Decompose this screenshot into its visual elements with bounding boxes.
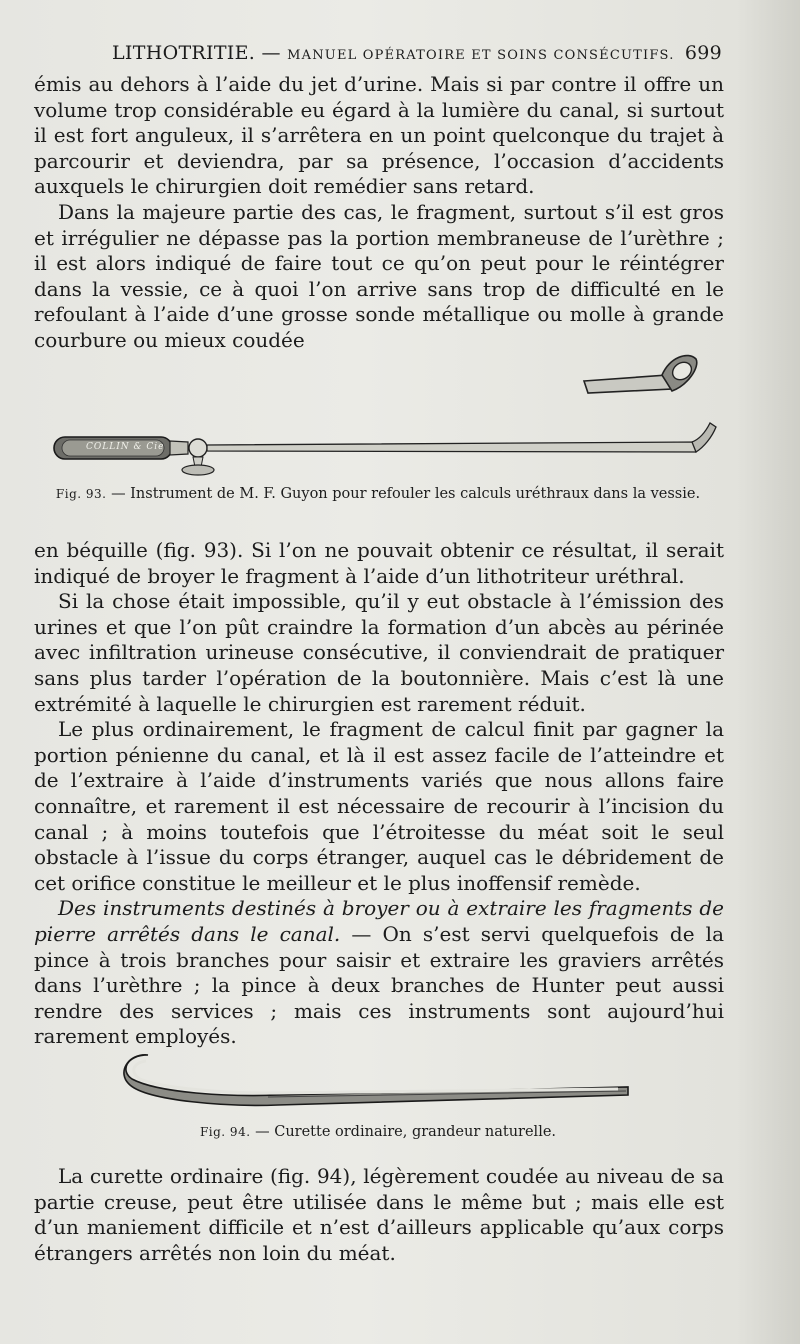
figure-94-curette: [118, 1045, 638, 1115]
paragraph-6-heading: Des instruments destinés à broyer ou à extraire les fragments de pierre arrêtés dans le canal.: [34, 896, 724, 946]
page-number: 699: [684, 42, 722, 64]
figure-94-caption-text: — Curette ordinaire, grandeur naturelle.: [250, 1124, 557, 1140]
running-title-dash: —: [261, 42, 281, 64]
handle-engraving: COLLIN & Cie: [86, 442, 165, 452]
figure-94-caption: [48, 1124, 708, 1140]
figure-93-instrument: [48, 345, 728, 485]
detached-tip-drawing: [584, 356, 697, 393]
paragraph-5: Le plus ordinairement, le fragment de calcul finit par gagner la portion pénienne du canal, et là il est assez facile de l’atteindre et de l’extraire à l’aide d’instruments variés que nous allons faire connaître, et rarement il est nécessaire de recourir à l’incision du canal ; à moins toutefois que l’étroitesse du méat soit le seul obstacle à l’issue du corps étranger, auquel cas le débridement de cet orifice constitue le meilleur et le plus inoffensif remède.: [34, 717, 724, 895]
paragraph-1: émis au dehors à l’aide du jet d’urine. Mais si par contre il offre un volume trop considérable eu égard à la lumière du canal, si surtout il est fort anguleux, il s’arrêtera en un point quelconque du trajet à parcourir et deviendra, par sa présence, l’occasion d’accidents auxquels le chirurgien doit remédier sans retard.: [34, 72, 724, 199]
running-subtitle: MANUEL OPÉRATOIRE ET SOINS CONSÉCUTIFS.: [287, 48, 675, 63]
figure-93-caption: [48, 486, 708, 502]
paragraph-6-text: — On s’est servi quelquefois de la pince à trois branches pour saisir et extraire les graviers arrêtés dans l’urèthre ; la pince à deux branches de Hunter peut aussi rendre des services ; mais ces instruments sont aujourd’hui rarement employés.: [34, 921, 725, 1049]
paragraph-2: Dans la majeure partie des cas, le fragment, surtout s’il est gros et irrégulier ne dépasse pas la portion membraneuse de l’urèthre ; il est alors indiqué de faire tout ce qu’on peut pour le réintégrer dans la vessie, ce à quoi l’on arrive sans trop de difficulté en le refoulant à l’aide d’une grosse sonde métallique ou molle à grande courbure ou mieux coudée: [34, 199, 724, 352]
paragraph-4: Si la chose était impossible, qu’il y eut obstacle à l’émission des urines et que l’on pût craindre la formation d’un abcès au périnée avec infiltration urineuse consécutive, il conviendrait de pratiquer sans plus tarder l’opération de la boutonnière. Mais c’est là une extrémité à laquelle le chirurgien est rarement réduit.: [34, 589, 724, 716]
figure-93-label: Fig. 93.: [55, 487, 107, 501]
paragraph-3: en béquille (fig. 93). Si l’on ne pouvait obtenir ce résultat, il serait indiqué de broyer le fragment à l’aide d’un lithotriteur uréthral.: [34, 538, 724, 588]
text-block-top: [34, 72, 724, 354]
text-block-middle: [34, 538, 724, 1050]
paragraph-6: [34, 896, 724, 1050]
running-title-main: LITHOTRITIE.: [112, 42, 256, 64]
text-block-bottom: [34, 1164, 724, 1266]
running-title: [112, 42, 675, 64]
paragraph-7: La curette ordinaire (fig. 94), légèrement coudée au niveau de sa partie creuse, peut être utilisée dans le même but ; mais elle est d’un maniement difficile et n’est d’ailleurs applicable qu’aux corps étrangers arrêtés non loin du méat.: [34, 1164, 724, 1265]
figure-93-caption-text: — Instrument de M. F. Guyon pour refouler les calculs uréthraux dans la vessie.: [106, 486, 701, 502]
curette-drawing: [124, 1055, 628, 1106]
figure-94-label: Fig. 94.: [199, 1125, 251, 1139]
running-header: [34, 42, 722, 66]
